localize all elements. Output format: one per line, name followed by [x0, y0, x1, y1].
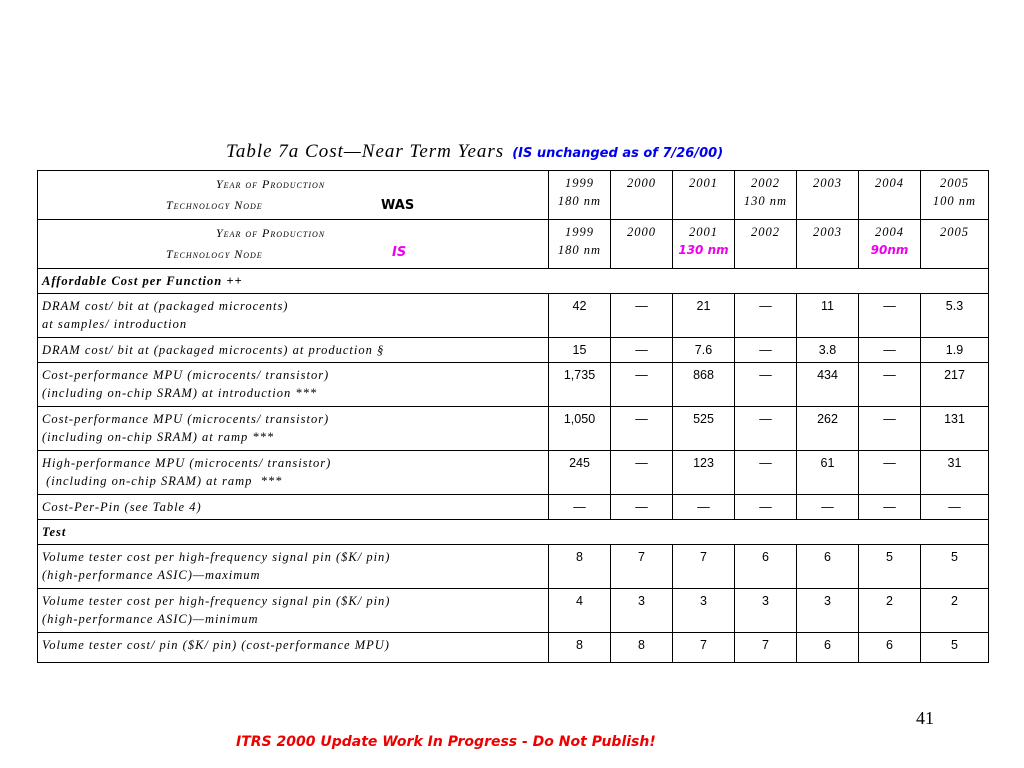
cell-value: 3: [673, 589, 735, 633]
row-label-line1: DRAM cost/ bit at (packaged microcents) at production §: [42, 343, 385, 357]
row-label: [38, 294, 549, 338]
year-label: 2001: [689, 176, 718, 190]
row-label-line1: Cost-Per-Pin (see Table 4): [42, 500, 202, 514]
was-node-label: Technology Node: [166, 198, 263, 212]
section-affordable-cost: Affordable Cost per Function ++: [38, 269, 989, 294]
was-col-1999: [549, 171, 611, 220]
cell-value: —: [611, 338, 673, 363]
row-label-line2: (including on-chip SRAM) at introduction ***: [42, 386, 318, 400]
cell-value: 11: [797, 294, 859, 338]
cell-value: 123: [673, 451, 735, 495]
node-label: 130 nm: [743, 194, 788, 208]
node-label: 180 nm: [557, 243, 602, 257]
was-header-row: [38, 171, 989, 220]
row-label: [38, 407, 549, 451]
was-header-label: [38, 171, 549, 220]
section-test: Test: [38, 520, 989, 545]
row-label-line2: (high-performance ASIC)—maximum: [42, 568, 261, 582]
cell-value: 434: [797, 363, 859, 407]
cell-value: 2: [921, 589, 989, 633]
row-label: [38, 363, 549, 407]
row-label-line2: (high-performance ASIC)—minimum: [42, 612, 259, 626]
cell-value: —: [735, 294, 797, 338]
is-tag: IS: [392, 245, 407, 260]
cell-value: 868: [673, 363, 735, 407]
year-label: 2005: [940, 176, 969, 190]
cell-value: —: [673, 495, 735, 520]
page-number: 41: [916, 708, 934, 728]
was-col-2003: [797, 171, 859, 220]
year-label: 2000: [627, 225, 656, 239]
row-label-line1: High-performance MPU (microcents/ transistor): [42, 456, 332, 470]
table-row: [38, 338, 989, 363]
is-header-row: [38, 220, 989, 269]
node-label: 100 nm: [932, 194, 977, 208]
cell-value: —: [735, 338, 797, 363]
footer-notice: ITRS 2000 Update Work In Progress - Do Not Publish!: [236, 734, 656, 750]
is-node-label: Technology Node: [166, 247, 263, 261]
table-row: [38, 407, 989, 451]
cell-value: 7: [735, 633, 797, 663]
title-note: (IS unchanged as of 7/26/00): [512, 146, 724, 161]
table-row: [38, 363, 989, 407]
is-col-2002: [735, 220, 797, 269]
was-col-2004: [859, 171, 921, 220]
was-year-label: Year of Production: [216, 177, 326, 191]
was-col-2002: [735, 171, 797, 220]
year-label: 2000: [627, 176, 656, 190]
section-row-test: [38, 520, 989, 545]
is-col-2000: [611, 220, 673, 269]
cell-value: —: [859, 451, 921, 495]
cell-value: —: [549, 495, 611, 520]
cell-value: 525: [673, 407, 735, 451]
cell-value: 42: [549, 294, 611, 338]
was-col-2001: [673, 171, 735, 220]
cell-value: 3: [735, 589, 797, 633]
cell-value: 6: [797, 545, 859, 589]
table-title-block: [226, 141, 723, 163]
is-col-2005: [921, 220, 989, 269]
is-col-2004: [859, 220, 921, 269]
cell-value: —: [611, 294, 673, 338]
cell-value: 6: [859, 633, 921, 663]
cell-value: —: [735, 495, 797, 520]
cell-value: 8: [549, 545, 611, 589]
cell-value: —: [921, 495, 989, 520]
was-tag: WAS: [381, 198, 415, 213]
cell-value: —: [797, 495, 859, 520]
cell-value: 7: [673, 545, 735, 589]
section-row-affordable: [38, 269, 989, 294]
row-label: [38, 338, 549, 363]
cell-value: 8: [611, 633, 673, 663]
cell-value: 7: [673, 633, 735, 663]
was-col-2005: [921, 171, 989, 220]
cell-value: 15: [549, 338, 611, 363]
cell-value: 262: [797, 407, 859, 451]
cell-value: —: [859, 363, 921, 407]
row-label: [38, 589, 549, 633]
cell-value: 21: [673, 294, 735, 338]
cell-value: 3: [797, 589, 859, 633]
cell-value: —: [611, 363, 673, 407]
row-label-line1: Cost-performance MPU (microcents/ transistor): [42, 368, 330, 382]
row-label-line2: at samples/ introduction: [42, 317, 188, 331]
table-row: [38, 545, 989, 589]
cell-value: 1.9: [921, 338, 989, 363]
year-label: 2004: [875, 225, 904, 239]
is-year-label: Year of Production: [216, 226, 326, 240]
cell-value: —: [735, 407, 797, 451]
year-label: 2005: [940, 225, 969, 239]
cell-value: —: [859, 294, 921, 338]
year-label: 1999: [565, 225, 594, 239]
year-label: 2003: [813, 225, 842, 239]
is-header-label: [38, 220, 549, 269]
row-label: [38, 545, 549, 589]
cell-value: —: [611, 495, 673, 520]
year-label: 2001: [689, 225, 718, 239]
cell-value: 1,735: [549, 363, 611, 407]
was-col-2000: [611, 171, 673, 220]
cell-value: —: [735, 363, 797, 407]
year-label: 2004: [875, 176, 904, 190]
row-label-line2: (including on-chip SRAM) at ramp ***: [42, 430, 275, 444]
year-label: 2002: [751, 176, 780, 190]
cell-value: —: [859, 495, 921, 520]
table-row: [38, 633, 989, 663]
node-label-changed: 90nm: [870, 243, 909, 257]
cell-value: —: [859, 338, 921, 363]
cell-value: 6: [797, 633, 859, 663]
table-row: [38, 589, 989, 633]
cell-value: 5: [921, 545, 989, 589]
year-label: 2003: [813, 176, 842, 190]
row-label: [38, 633, 549, 663]
row-label-line1: Volume tester cost per high-frequency signal pin ($K/ pin): [42, 594, 391, 608]
cell-value: 217: [921, 363, 989, 407]
cell-value: 7: [611, 545, 673, 589]
cell-value: 31: [921, 451, 989, 495]
row-label: [38, 495, 549, 520]
is-col-2003: [797, 220, 859, 269]
table-row: [38, 495, 989, 520]
cell-value: —: [611, 407, 673, 451]
row-label-line1: Cost-performance MPU (microcents/ transistor): [42, 412, 330, 426]
cell-value: —: [859, 407, 921, 451]
cell-value: 245: [549, 451, 611, 495]
row-label-line2: (including on-chip SRAM) at ramp ***: [42, 474, 283, 488]
cell-value: 1,050: [549, 407, 611, 451]
table-title: Table 7a Cost—Near Term Years: [226, 141, 505, 162]
cell-value: 61: [797, 451, 859, 495]
table-row: [38, 451, 989, 495]
is-col-1999: [549, 220, 611, 269]
row-label-line1: DRAM cost/ bit at (packaged microcents): [42, 299, 289, 313]
cell-value: 8: [549, 633, 611, 663]
cost-table: [37, 170, 989, 663]
node-label: 180 nm: [557, 194, 602, 208]
table-row: [38, 294, 989, 338]
year-label: 1999: [565, 176, 594, 190]
cell-value: 3.8: [797, 338, 859, 363]
cell-value: 4: [549, 589, 611, 633]
year-label: 2002: [751, 225, 780, 239]
cell-value: 131: [921, 407, 989, 451]
row-label-line1: Volume tester cost per high-frequency signal pin ($K/ pin): [42, 550, 391, 564]
cell-value: 7.6: [673, 338, 735, 363]
cell-value: 2: [859, 589, 921, 633]
cell-value: 5: [859, 545, 921, 589]
node-label-changed: 130 nm: [678, 243, 729, 257]
cell-value: 5.3: [921, 294, 989, 338]
row-label-line1: Volume tester cost/ pin ($K/ pin) (cost-performance MPU): [42, 638, 390, 652]
cell-value: 6: [735, 545, 797, 589]
row-label: [38, 451, 549, 495]
cell-value: —: [735, 451, 797, 495]
is-col-2001: [673, 220, 735, 269]
cell-value: 3: [611, 589, 673, 633]
cell-value: 5: [921, 633, 989, 663]
cell-value: —: [611, 451, 673, 495]
